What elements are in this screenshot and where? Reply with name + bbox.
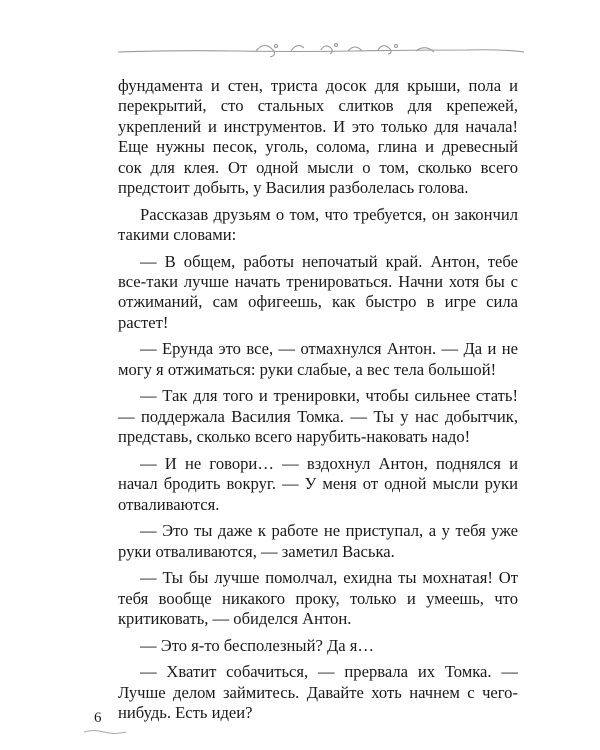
header-ornament — [116, 36, 526, 64]
page-number: 6 — [94, 710, 102, 726]
paragraph: — Это ты даже к работе не приступал, а у тебя уже руки отваливаются, — заметил Васька. — [118, 521, 518, 561]
paragraph: — Ты бы лучше помолчал, ехидна ты мохнатая! От тебя вообще никакого проку, только и умеешь, что критиковать, — обиделся Антон. — [118, 568, 518, 629]
paragraph: — Хватит собачиться, — прервала их Томка. — Лучше делом займитесь. Давайте хоть начнем с чего-нибудь. Есть идеи? — [118, 662, 518, 723]
paragraph: — Ерунда это все, — отмахнулся Антон. — Да и не могу я отжиматься: руки слабые, а вес тела большой! — [118, 339, 518, 379]
paragraph: — Так для того и тренировки, чтобы сильнее стать! — поддержала Василия Томка. — Ты у нас добытчик, представь, сколько всего нарубить-наковать надо! — [118, 386, 518, 447]
paragraph: Рассказав друзьям о том, что требуется, он закончил такими словами: — [118, 204, 518, 245]
body-text — [118, 76, 518, 730]
paragraph: — И не говори… — вздохнул Антон, поднялся и начал бродить вокруг. — У меня от одной мысли руки отваливаются. — [118, 453, 518, 514]
footer-ornament — [82, 727, 128, 737]
paragraph: — Это я-то бесполезный? Да я… — [140, 635, 375, 655]
paragraph: — В общем, работы непочатый край. Антон, тебе все-таки лучше начать тренироваться. Начни хотя бы с отжиманий, сам офигеешь, как быстро в игре сила растет! — [118, 251, 518, 332]
paragraph: фундамента и стен, триста досок для крыши, пола и перекрытий, сто стальных слитков для крепежей, укреплений и инструментов. И это только для начала! Еще нужны песок, уголь, солома, глина и древесный сок для клея. От одной мысли о том, сколько всего предстоит добыть, у Василия разболелась голова. — [118, 76, 518, 198]
